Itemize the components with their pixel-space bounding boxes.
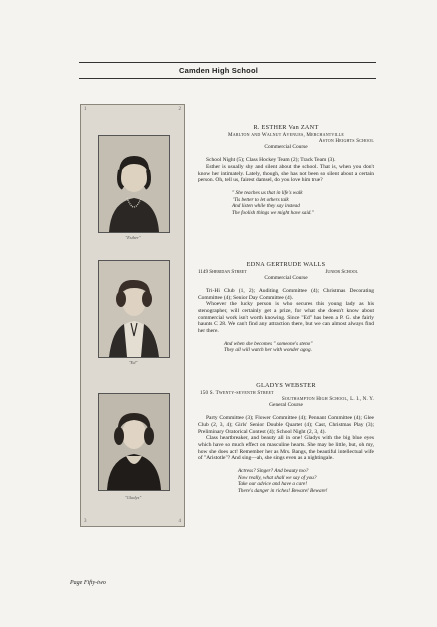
- corner-mark-top-left: 1: [84, 107, 87, 112]
- biography-text: [198, 415, 374, 462]
- description-paragraph: Esther is usually shy and silent about the school. That is, when you don't know her intimately. Lately, though, she has not been so silent about a certain person. Oh, tell us, fairest damsel, do you love him true?: [198, 163, 374, 184]
- previous-school: Junior School: [325, 268, 358, 275]
- page-header-title: Camden High School: [178, 66, 259, 75]
- photo-caption-esther: "Esther": [125, 235, 141, 240]
- portrait-photo-edna: [98, 260, 170, 358]
- page-number: Page Fifty-two: [70, 580, 106, 586]
- biography-text: [198, 157, 374, 184]
- student-name: EDNA GERTRUDE WALLS: [246, 261, 326, 268]
- student-name: GLADYS WEBSTER: [256, 382, 316, 389]
- photo-caption-gladys: "Gladys": [124, 495, 142, 500]
- description-paragraph: Class heartbreaker, and beauty all in one! Gladys with the big blue eyes which have so much effect on masculine hearts. She may be little, but, oh my, how she does act! Remember her as Mrs. Bangs, the beautiful intellectual wife of "Aristotle"? And sing—ah, she sings even as a nightingale.: [198, 435, 374, 462]
- poem-line: They all will watch her with wonder agog.: [224, 347, 312, 354]
- poem-line: 'Tis better to let others talk: [233, 196, 289, 203]
- portrait-photo-gladys: [98, 393, 170, 491]
- entry-edna: [198, 261, 374, 354]
- poem-line: Now really, what shall we say of you?: [238, 474, 317, 481]
- corner-mark-top-right: 2: [178, 107, 181, 112]
- photo-caption-edna: "Ed": [128, 360, 138, 365]
- portrait-photo-esther: [98, 135, 170, 233]
- poem-line: And when she becomes " someone's steno": [224, 340, 313, 347]
- activities-paragraph: School Night (5); Class Hockey Team (2); Track Team (3).: [206, 157, 336, 164]
- poem-line: And listen while they say instead: [232, 203, 300, 210]
- student-address: 1149 Sheridan Street: [198, 268, 247, 275]
- top-rule: [79, 62, 376, 63]
- course-name: Commercial Course: [264, 144, 308, 151]
- activities-paragraph: Tri-Hi Club (1, 2); Auditing Committee (4); Christmas Decorating Committee (4); Senior Day Committee (4).: [198, 287, 374, 301]
- student-address: 150 S. Twenty-seventh Street: [200, 389, 274, 396]
- corner-mark-bottom-right: 4: [178, 519, 181, 524]
- course-name: Commercial Course: [264, 275, 308, 282]
- poem-verse: [198, 190, 374, 216]
- student-address: Marlton and Walnut Avenues, Merchantville: [228, 131, 344, 138]
- poem-line: There's danger in riches! Beware! Beware!: [238, 487, 328, 494]
- header-rule: [79, 78, 376, 79]
- poem-line: The foolish things we might have said.": [232, 209, 314, 216]
- previous-school: Southampton High School, L. I., N. Y.: [281, 396, 374, 403]
- previous-school: Aston Heights School: [318, 138, 374, 145]
- poem-verse: [198, 468, 374, 494]
- poem-line: Take our advice and have a care!: [238, 481, 308, 488]
- biography-text: [198, 288, 374, 335]
- entry-gladys: [198, 382, 374, 494]
- poem-line: Actress? Singer? And beauty too?: [238, 468, 309, 475]
- course-name: General Course: [269, 402, 303, 409]
- poem-line: " She teaches us that in life's walk: [232, 190, 303, 197]
- activities-paragraph: Party Committee (3); Flower Committee (4); Pennant Committee (4); Glee Club (2, 3, 4); Girls' Senior Double Quartet (4); Cast, Christmas Play (3); Preliminary Oratorical Contest (4); School Night (2, 3, 4).: [198, 415, 374, 435]
- corner-mark-bottom-left: 3: [84, 519, 87, 524]
- photo-panel: [80, 104, 185, 527]
- poem-verse: [198, 341, 374, 354]
- description-paragraph: Whoever the lucky person is who secures this young lady as his stenographer, will certainly get a prize, for what she doesn't know about commercial work isn't worth knowing. Since "Ed" has been a P. G. she fairly haunts C 28. We can't find any attraction there, but we can almost always find her there.: [198, 301, 374, 335]
- student-name: R. ESTHER Van ZANT: [253, 124, 319, 131]
- entry-esther: [198, 124, 374, 216]
